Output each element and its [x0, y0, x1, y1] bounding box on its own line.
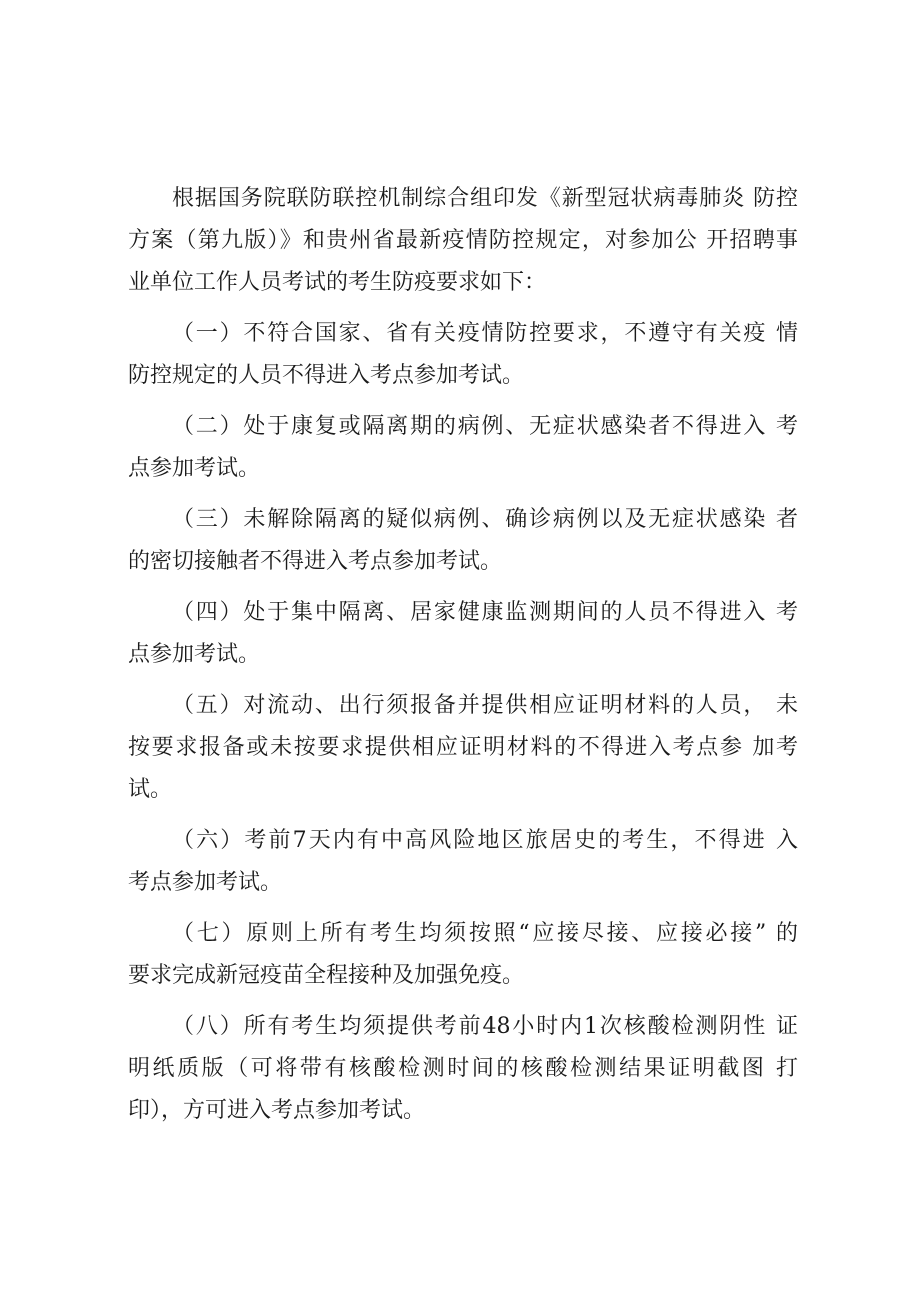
paragraph-item-1 — [128, 313, 798, 397]
paragraph-item-4 — [128, 592, 798, 676]
text-line: 点参加考试。 — [128, 456, 261, 481]
text-line: （一）不符合国家、省有关疫情防控要求，不遵守有关疫 情 — [172, 321, 798, 346]
paragraph-item-7 — [128, 913, 798, 997]
text-line: 防控规定的人员不得进入考点参加考试。 — [128, 363, 525, 388]
document-body — [128, 178, 798, 1141]
text-line: （八）所有考生均须提供考前48小时内1次核酸检测阴性 证 — [172, 1014, 798, 1039]
text-line: （六）考前7天内有中高风险地区旅居史的考生，不得进 入 — [172, 828, 798, 853]
text-line: 印），方可进入考点参加考试。 — [128, 1098, 426, 1123]
text-line: （七）原则上所有考生均须按照“应接尽接、应接必接” 的 — [172, 921, 798, 946]
paragraph-item-2 — [128, 406, 798, 490]
paragraph-item-5 — [128, 685, 798, 811]
paragraph-item-3 — [128, 499, 798, 583]
text-line: 要求完成新冠疫苗全程接种及加强免疫。 — [128, 963, 525, 988]
text-line: （三）未解除隔离的疑似病例、确诊病例以及无症状感染 者 — [172, 507, 798, 532]
text-line: 明纸质版（可将带有核酸检测时间的核酸检测结果证明截图 打 — [128, 1056, 798, 1081]
text-line: （四）处于集中隔离、居家健康监测期间的人员不得进入 考 — [172, 600, 798, 625]
text-line: 点参加考试。 — [128, 642, 261, 667]
paragraph-item-8 — [128, 1006, 798, 1132]
text-line: 业单位工作人员考试的考生防疫要求如下： — [128, 270, 547, 295]
text-line: 的密切接触者不得进入考点参加考试。 — [128, 549, 503, 574]
paragraph-intro — [128, 178, 798, 304]
text-line: （五）对流动、出行须报备并提供相应证明材料的人员， 未 — [172, 693, 798, 718]
text-line: 根据国务院联防联控机制综合组印发《新型冠状病毒肺炎 防控 — [172, 186, 798, 211]
text-line: 考点参加考试。 — [128, 870, 283, 895]
text-line: 试。 — [128, 777, 173, 802]
paragraph-item-6 — [128, 820, 798, 904]
text-line: 方案（第九版）》和贵州省最新疫情防控规定，对参加公 开招聘事 — [128, 228, 798, 253]
text-line: 按要求报备或未按要求提供相应证明材料的不得进入考点参 加考 — [128, 735, 798, 760]
text-line: （二）处于康复或隔离期的病例、无症状感染者不得进入 考 — [172, 414, 798, 439]
